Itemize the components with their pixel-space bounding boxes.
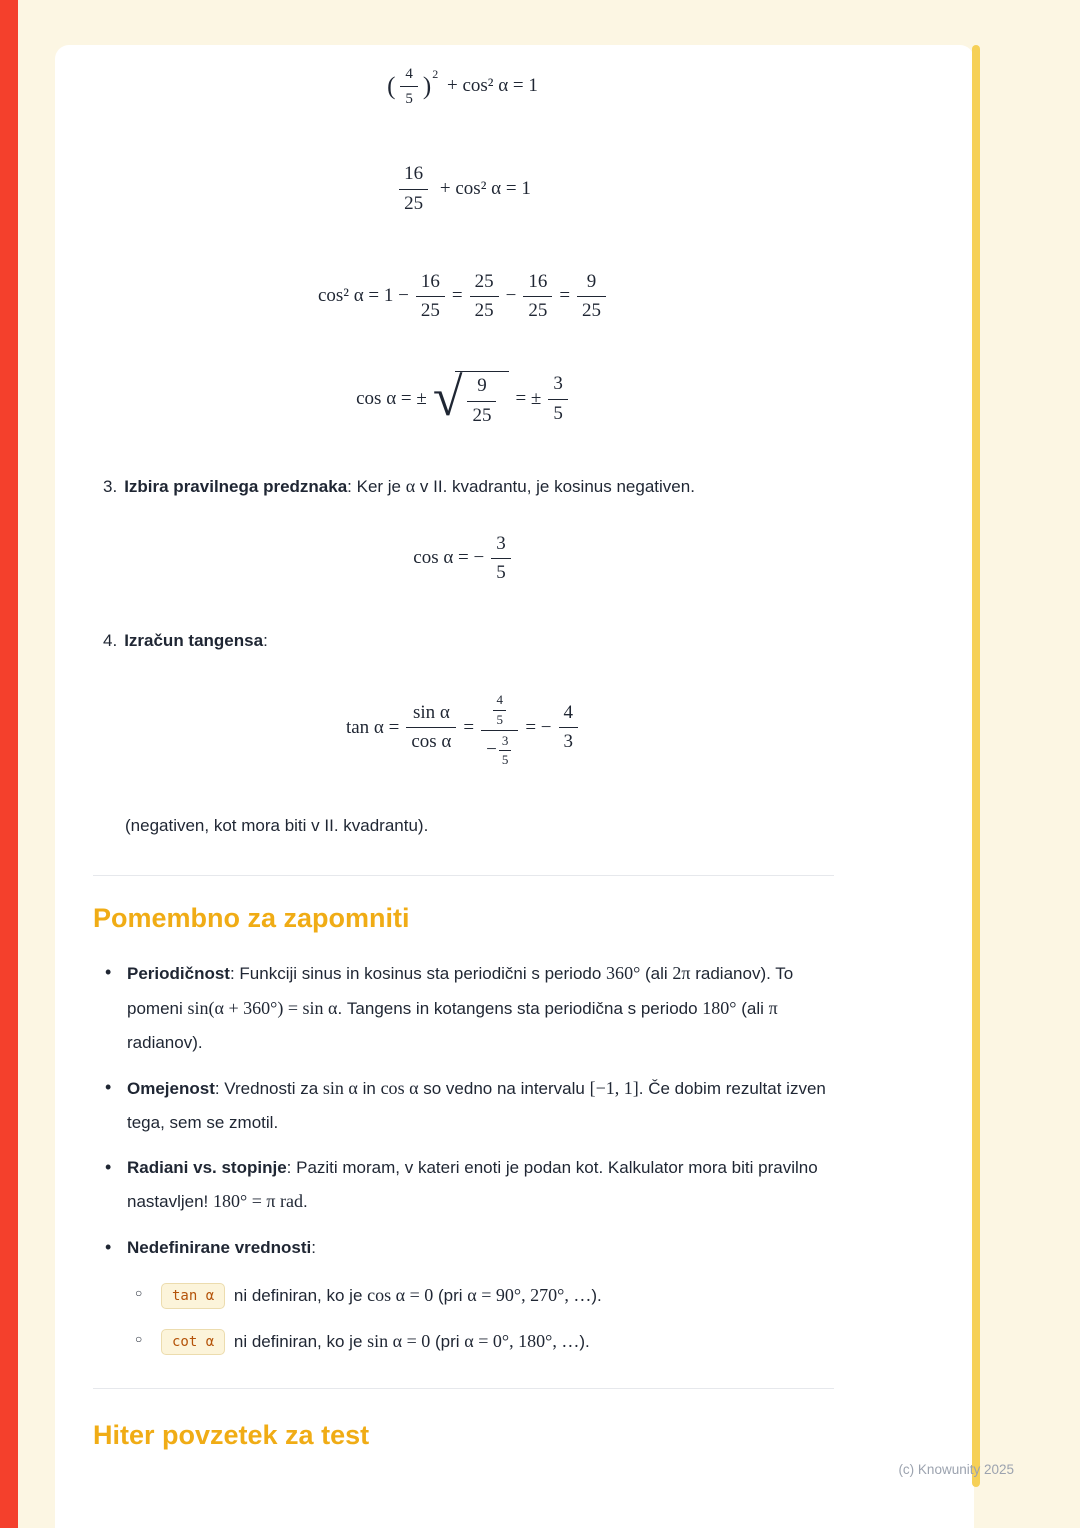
denominator: 25	[577, 296, 606, 323]
bullet-text: ).	[591, 1285, 602, 1305]
sub-bullet-list	[93, 1277, 834, 1361]
numerator: 9	[477, 375, 487, 397]
step-text: :	[263, 631, 268, 651]
bullet-text: so vedno na intervalu	[418, 1078, 590, 1098]
inline-math: α = 90°, 270°, …	[467, 1284, 592, 1305]
fraction	[548, 373, 568, 426]
exponent: 2	[432, 67, 439, 81]
numerator: 16	[404, 163, 424, 184]
bullet-text: (ali	[736, 998, 769, 1018]
numerator: 4	[563, 701, 574, 723]
numerator: sin α	[412, 701, 450, 723]
inline-math: [−1, 1]	[589, 1077, 639, 1098]
bullet-omejenost	[93, 1071, 834, 1139]
square-root	[432, 367, 510, 428]
numerator: 16	[528, 270, 548, 292]
step-title: Izračun tangensa	[124, 631, 264, 651]
divider	[93, 1388, 834, 1389]
numerator: 4	[405, 66, 413, 82]
equation-4	[93, 367, 834, 428]
bullet-text: . Če dobim rezultat izven tega, sem se zmotil.	[127, 1078, 826, 1133]
bullet-text: (pri	[433, 1285, 468, 1305]
bullet-title: Omejenost	[127, 1078, 215, 1098]
fraction-nested	[481, 688, 518, 767]
bullet-text: ni definiran, ko je	[229, 1331, 368, 1351]
inline-math: π	[768, 997, 778, 1018]
copyright-footer: (c) Knowunity 2025	[898, 1462, 1014, 1477]
bullet-list	[93, 956, 834, 1361]
bullet-title: Nedefinirane vrednosti	[127, 1238, 312, 1258]
inline-code-tan: tan α	[161, 1283, 225, 1309]
step-number: 4.	[103, 631, 118, 651]
bullet-text: (pri	[430, 1331, 465, 1351]
fraction	[499, 734, 512, 768]
sub-bullet-tan	[93, 1277, 834, 1315]
fraction	[559, 702, 579, 755]
denominator: 5	[499, 750, 512, 767]
radicand	[455, 371, 509, 428]
denominator: 25	[467, 401, 496, 428]
bullet-icon: •	[105, 1237, 112, 1258]
bullet-text: in	[357, 1078, 381, 1098]
note-text: (negativen, kot mora biti v II. kvadrantu).	[125, 815, 429, 835]
numerator: 3	[553, 373, 563, 395]
equation-text: = ±	[515, 388, 542, 410]
bullet-text: : Funkciji sinus in kosinus sta periodični s periodo	[229, 963, 607, 983]
bullet-periodicnost	[93, 956, 834, 1059]
equation-text: cos² α = 1 −	[317, 285, 409, 307]
equation-1	[93, 65, 834, 108]
numerator: 16	[420, 270, 440, 292]
bullet-body	[127, 1231, 834, 1264]
sub-bullet-icon: ○	[135, 1331, 143, 1346]
inline-math: sin α	[322, 1077, 358, 1098]
bullet-icon: •	[105, 961, 112, 982]
denominator: 25	[416, 296, 445, 323]
inline-math: sin(α + 360°) = sin α	[187, 997, 338, 1018]
equation-2	[93, 163, 834, 216]
step-text: v II. kvadrantu, je kosinus negativen.	[415, 476, 695, 496]
numerator: 3	[501, 732, 509, 748]
denominator: 3	[559, 727, 579, 754]
section-heading-povzetek: Hiter povzetek za test	[93, 1420, 370, 1451]
step-3	[93, 472, 834, 501]
fraction	[470, 271, 499, 324]
denominator: 25	[523, 296, 552, 323]
section-heading-pomembno: Pomembno za zapomniti	[93, 902, 410, 933]
sub-bullet-cot	[93, 1323, 834, 1361]
inline-math: 180° = π rad	[213, 1191, 303, 1212]
numerator: 4	[496, 692, 503, 708]
inline-math: α = 0°, 180°, …	[464, 1330, 580, 1351]
denominator	[481, 730, 518, 768]
fraction	[416, 271, 445, 324]
inline-code-cot: cot α	[161, 1329, 225, 1355]
bullet-text: :	[311, 1238, 316, 1258]
bullet-text: radianov). To pomeni	[127, 963, 794, 1018]
numerator: 9	[586, 270, 597, 292]
document-content	[55, 45, 974, 1453]
equation-text: cos α = −	[413, 547, 485, 569]
denominator: 25	[399, 189, 428, 216]
equation-3	[93, 271, 834, 324]
equation-text: tan α =	[345, 716, 400, 738]
sub-bullet-icon: ○	[135, 1285, 143, 1300]
equals-sign: =	[451, 285, 463, 307]
fraction	[577, 271, 606, 324]
bullet-text: ).	[579, 1331, 590, 1351]
radical-icon: √	[432, 367, 463, 428]
bullet-title: Periodičnost	[127, 963, 230, 983]
fraction	[467, 375, 496, 428]
denominator: 5	[548, 399, 568, 426]
fraction	[400, 65, 418, 108]
step-4	[93, 627, 834, 654]
step-number: 3.	[103, 476, 118, 496]
fraction	[523, 271, 552, 324]
equation-5	[93, 533, 834, 586]
equals-sign: =	[559, 285, 571, 307]
inline-math: cos α = 0	[367, 1284, 434, 1305]
fraction	[493, 693, 506, 727]
equals-sign: =	[463, 716, 475, 738]
denominator: cos α	[406, 727, 456, 754]
numerator	[481, 688, 518, 730]
bullet-text: . Tangens in kotangens sta periodična s periodo	[337, 998, 703, 1018]
denominator: 5	[491, 558, 511, 585]
inline-math: 2π	[672, 962, 691, 983]
bullet-icon: •	[105, 1157, 112, 1178]
bullet-text: radianov).	[127, 1032, 203, 1052]
denominator: 5	[400, 86, 418, 108]
inline-math: 180°	[702, 997, 737, 1018]
equation-text: + cos² α = 1	[442, 75, 538, 97]
bullet-radiani	[93, 1151, 834, 1219]
inline-math: α	[405, 475, 416, 496]
left-accent-strip	[0, 0, 18, 1528]
bullet-text: : Vrednosti za	[214, 1078, 323, 1098]
equation-text: + cos² α = 1	[435, 177, 531, 199]
bullet-body	[127, 1151, 834, 1219]
fraction	[491, 533, 511, 586]
numerator: 25	[474, 270, 494, 292]
bullet-text: : Paziti moram, v kateri enoti je podan kot. Kalkulator mora biti pravilno nastavljen!	[127, 1158, 818, 1212]
fraction	[406, 702, 456, 755]
bullet-title: Radiani vs. stopinje	[127, 1158, 287, 1178]
left-paren: (	[387, 73, 396, 100]
bullet-text: .	[303, 1192, 308, 1212]
bullet-body	[127, 956, 834, 1059]
minus-sign: −	[505, 285, 517, 307]
inline-math: cos α	[380, 1077, 419, 1098]
document-card	[55, 45, 974, 1528]
step-text: : Ker je	[347, 476, 406, 496]
fraction	[399, 163, 428, 216]
inline-math: 360°	[606, 962, 641, 983]
bullet-body	[127, 1071, 834, 1139]
divider	[93, 875, 834, 876]
right-accent-line	[972, 45, 980, 1487]
step-title: Izbira pravilnega predznaka	[124, 476, 348, 496]
denominator: 25	[470, 296, 499, 323]
equation-text: cos α = ±	[356, 388, 427, 410]
bullet-text: (ali	[640, 963, 673, 983]
equals-sign: = −	[525, 716, 552, 738]
equation-6	[93, 688, 834, 767]
inline-math: sin α = 0	[367, 1330, 431, 1351]
bullet-nedefinirane	[93, 1231, 834, 1264]
denominator: 5	[493, 710, 506, 727]
minus-sign: −	[486, 739, 497, 761]
bullet-icon: •	[105, 1076, 112, 1097]
sub-bullet-body	[161, 1277, 834, 1315]
sub-bullet-body	[161, 1323, 834, 1361]
right-paren: )	[422, 73, 432, 100]
bullet-text: ni definiran, ko je	[229, 1285, 368, 1305]
numerator: 3	[496, 532, 506, 554]
